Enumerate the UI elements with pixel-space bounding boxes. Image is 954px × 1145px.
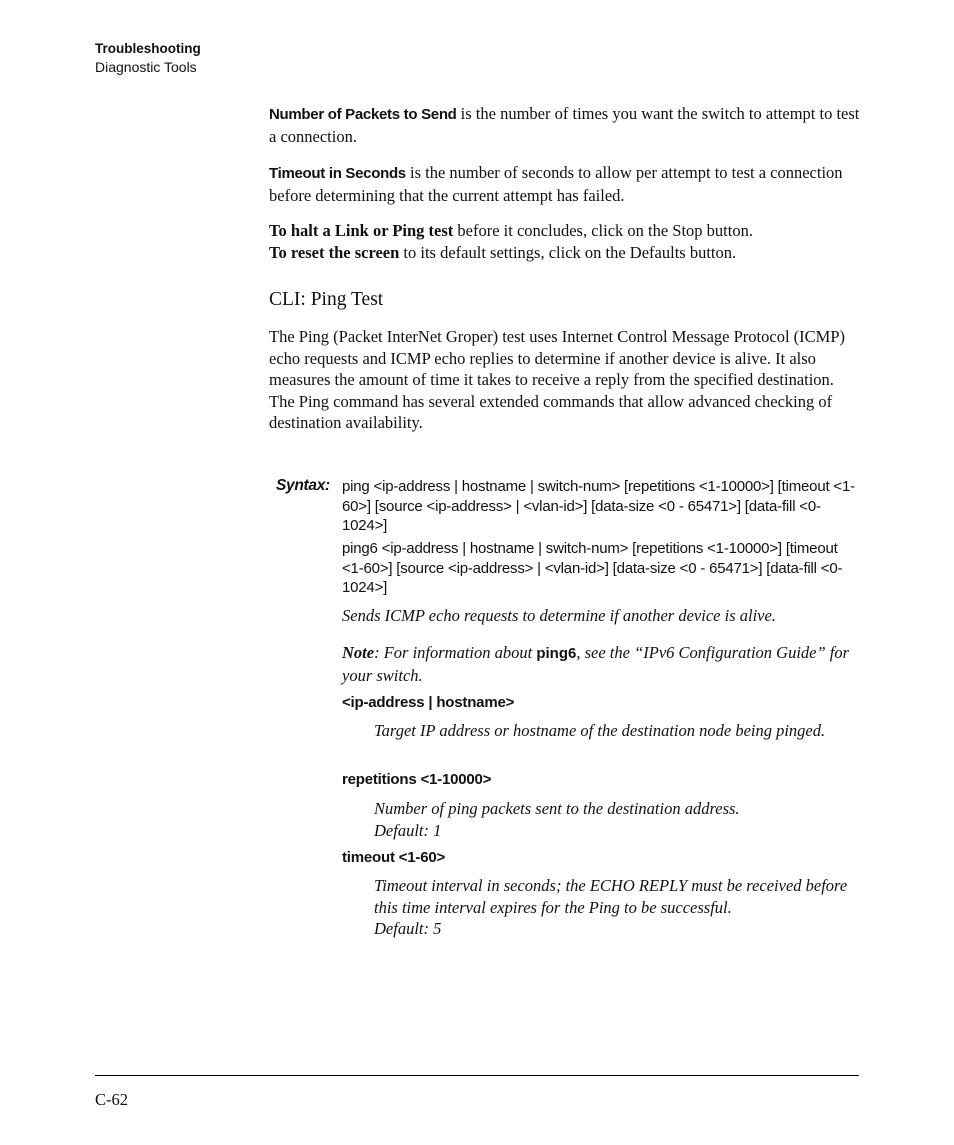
halt-term: To halt a Link or Ping test [269,221,454,240]
note-pre: : For information about [374,643,537,662]
param-default: Default: 1 [374,820,442,840]
reset-text: to its default settings, click on the Defaults button. [399,242,737,262]
syntax-note [342,642,862,686]
note-label: Note [342,643,375,662]
section-intro: The Ping (Packet InterNet Groper) test uses Internet Control Message Protocol (ICMP) echo requests and ICMP echo replies to determine if another device is alive. It also measures the amount of time it takes to receive a reply from the specified destination. The Ping command has several extended commands that allow advanced checking of destination availability. [269,327,845,432]
footer-rule [95,1075,859,1076]
syntax-description: Sends ICMP echo requests to determine if another device is alive. [342,606,776,625]
param-name: <ip-address | hostname> [342,694,515,711]
page-number: C-62 [95,1090,128,1109]
halt-text: before it concludes, click on the Stop button. [453,221,753,240]
packets-term: Number of Packets to Send [269,106,457,123]
halt-reset-paragraph [269,220,861,263]
param-desc-text: Timeout interval in seconds; the ECHO REPLY must be received before this time interval expires for the Ping to be successful. [374,876,848,917]
packets-paragraph [269,103,861,147]
reset-term: To reset the screen [269,242,400,262]
packets-text: is the number of times you want the switch to attempt to test a connection. [269,104,860,146]
param-name: repetitions <1-10000> [342,771,492,788]
reset-line [269,242,861,264]
timeout-paragraph [269,162,861,206]
timeout-text: is the number of seconds to allow per attempt to test a connection before determining that the current attempt has failed. [269,163,843,205]
syntax-label: Syntax: [276,477,330,494]
note-command: ping6 [536,645,577,662]
section-title: CLI: Ping Test [269,289,384,310]
halt-line [269,220,861,242]
param-description [374,798,862,841]
ping-command-syntax: ping <ip-address | hostname | switch-num> [repetitions <1-10000>] [timeout <1-60>] [source <ip-address> | <vlan-id>] [data-size <0 - 65471>] [data-fill <0-1024>] [342,478,855,534]
param-default: Default: 5 [374,919,442,938]
param-description [374,875,862,940]
param-desc-text: Target IP address or hostname of the destination node being pinged. [374,721,826,740]
timeout-term: Timeout in Seconds [269,165,406,182]
param-name: timeout <1-60> [342,849,446,866]
param-description [374,720,862,742]
ping6-command-syntax: ping6 <ip-address | hostname | switch-num> [repetitions <1-10000>] [timeout <1-60>] [source <ip-address> | <vlan-id>] [data-size <0 - 65471>] [data-fill <0-1024>] [342,540,843,596]
param-desc-text: Number of ping packets sent to the destination address. [374,799,740,818]
note-post: , see the “IPv6 Configuration Guide” for your switch. [342,643,850,685]
running-header-subsection: Diagnostic Tools [95,59,197,75]
running-header-section: Troubleshooting [95,41,201,56]
